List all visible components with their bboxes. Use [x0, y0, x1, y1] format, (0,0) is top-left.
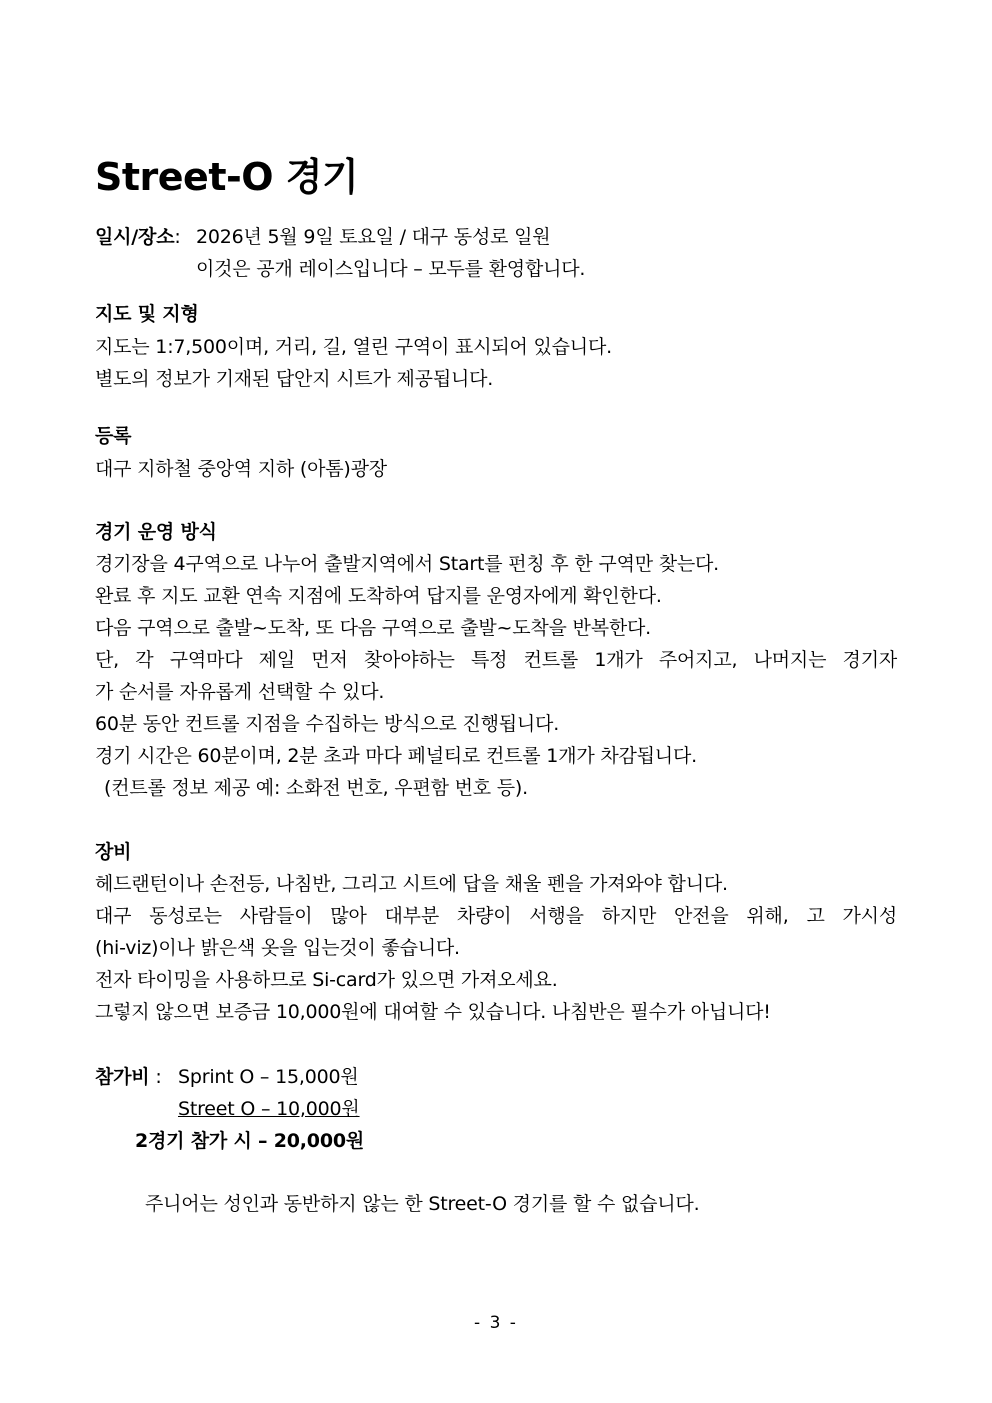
fee-item-sprint: Sprint O – 15,000원 — [178, 1066, 359, 1088]
equipment-line: 전자 타이밍을 사용하므로 Si-card가 있으면 가져오세요. — [95, 969, 558, 991]
operation-line: 경기장을 4구역으로 나누어 출발지역에서 Start를 펀칭 후 한 구역만 찾는다. — [95, 553, 720, 575]
schedule-row — [95, 224, 181, 250]
page-number: - 3 - — [474, 1313, 518, 1333]
fee-combo: 2경기 참가 시 – 20,000원 — [135, 1130, 365, 1152]
section-heading-map: 지도 및 지형 — [95, 303, 199, 325]
registration-line: 대구 지하철 중앙역 지하 (아톰)광장 — [95, 458, 387, 480]
section-heading-operation: 경기 운영 방식 — [95, 521, 217, 543]
schedule-label: 일시/장소 — [95, 226, 175, 248]
schedule-colon: : — [174, 226, 181, 248]
equipment-line: 대구 동성로는 사람들이 많아 대부분 차량이 서행을 하지만 안전을 위해, 고 가시성 — [95, 905, 897, 927]
operation-line: (컨트롤 정보 제공 예: 소화전 번호, 우편함 번호 등). — [104, 777, 528, 799]
section-heading-equipment: 장비 — [95, 841, 132, 863]
section-heading-registration: 등록 — [95, 425, 132, 447]
operation-line: 완료 후 지도 교환 연속 지점에 도착하여 답지를 운영자에게 확인한다. — [95, 585, 662, 607]
map-line: 별도의 정보가 기재된 답안지 시트가 제공됩니다. — [95, 368, 494, 390]
page-title: Street-O 경기 — [95, 155, 359, 199]
operation-line: 단, 각 구역마다 제일 먼저 찾아야하는 특정 컨트롤 1개가 주어지고, 나머지는 경기자 — [95, 649, 897, 671]
fees-label: 참가비 — [95, 1066, 150, 1088]
junior-note: 주니어는 성인과 동반하지 않는 한 Street-O 경기를 할 수 없습니다. — [145, 1193, 700, 1215]
equipment-line: (hi-viz)이나 밝은색 옷을 입는것이 좋습니다. — [95, 937, 460, 959]
operation-line: 경기 시간은 60분이며, 2분 초과 마다 페널티로 컨트롤 1개가 차감됩니다. — [95, 745, 697, 767]
schedule-value: 2026년 5월 9일 토요일 / 대구 동성로 일원 — [196, 226, 551, 248]
schedule-note: 이것은 공개 레이스입니다 – 모두를 환영합니다. — [196, 258, 586, 280]
equipment-line: 헤드랜턴이나 손전등, 나침반, 그리고 시트에 답을 채울 펜을 가져와야 합니다. — [95, 873, 728, 895]
operation-line: 가 순서를 자유롭게 선택할 수 있다. — [95, 681, 385, 703]
equipment-line: 그렇지 않으면 보증금 10,000원에 대여할 수 있습니다. 나침반은 필수가 아닙니다! — [95, 1001, 771, 1023]
operation-line: 60분 동안 컨트롤 지점을 수집하는 방식으로 진행됩니다. — [95, 713, 560, 735]
fees-row — [95, 1064, 162, 1090]
fee-item-street: Street O – 10,000원 — [178, 1098, 360, 1120]
map-line: 지도는 1:7,500이며, 거리, 길, 열린 구역이 표시되어 있습니다. — [95, 336, 612, 358]
operation-line: 다음 구역으로 출발~도착, 또 다음 구역으로 출발~도착을 반복한다. — [95, 617, 652, 639]
fees-colon: : — [155, 1066, 162, 1088]
